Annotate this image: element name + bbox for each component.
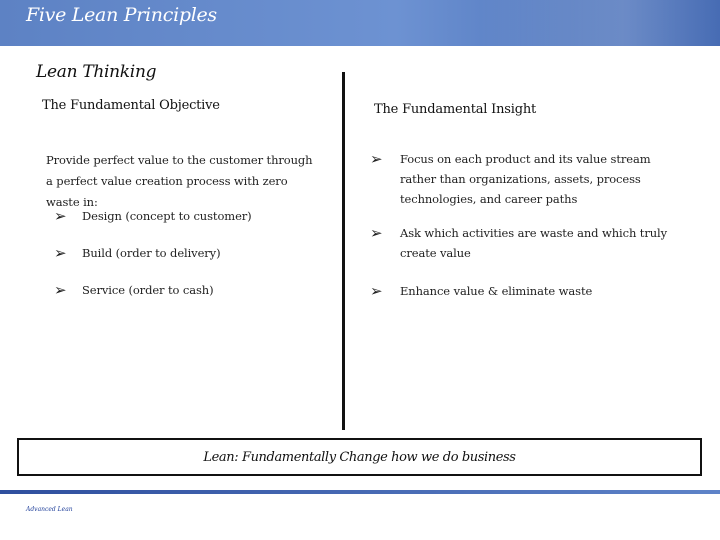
list-item <box>54 280 334 300</box>
footer-label: Advanced Lean <box>26 506 73 513</box>
list-item-text: Focus on each product and its value stream rather than organizations, assets, process technologies, and career paths <box>400 152 651 206</box>
title-bar <box>0 0 720 46</box>
list-item <box>54 243 334 263</box>
list-item <box>370 281 680 301</box>
arrow-bullet-icon: ➢ <box>370 224 383 242</box>
list-item-text: Build (order to delivery) <box>82 246 221 260</box>
arrow-bullet-icon: ➢ <box>370 150 383 168</box>
list-item <box>54 206 334 226</box>
list-item-text: Ask which activities are waste and which truly create value <box>400 226 668 260</box>
list-item-text: Service (order to cash) <box>82 283 214 297</box>
list-item-text: Enhance value & eliminate waste <box>400 284 593 298</box>
slide-title: Five Lean Principles <box>26 4 217 26</box>
list-item-text: Design (concept to customer) <box>82 209 252 223</box>
left-bullet-list <box>54 206 334 317</box>
arrow-bullet-icon: ➢ <box>54 207 67 225</box>
arrow-bullet-icon: ➢ <box>370 282 383 300</box>
title-bar-glow <box>480 0 720 46</box>
left-intro-text: Provide perfect value to the customer through a perfect value creation process with zero waste in: <box>46 153 313 209</box>
summary-banner <box>17 438 702 476</box>
summary-banner-text: Lean: Fundamentally Change how we do business <box>203 450 516 465</box>
arrow-bullet-icon: ➢ <box>54 244 67 262</box>
list-item <box>370 223 680 263</box>
list-item <box>370 149 680 209</box>
arrow-bullet-icon: ➢ <box>54 281 67 299</box>
slide-subtitle: Lean Thinking <box>36 62 157 82</box>
right-bullet-list <box>370 149 680 301</box>
right-column-heading: The Fundamental Insight <box>374 102 537 117</box>
column-divider <box>342 72 345 430</box>
left-column-heading: The Fundamental Objective <box>42 98 220 113</box>
footer-rule <box>0 490 720 494</box>
